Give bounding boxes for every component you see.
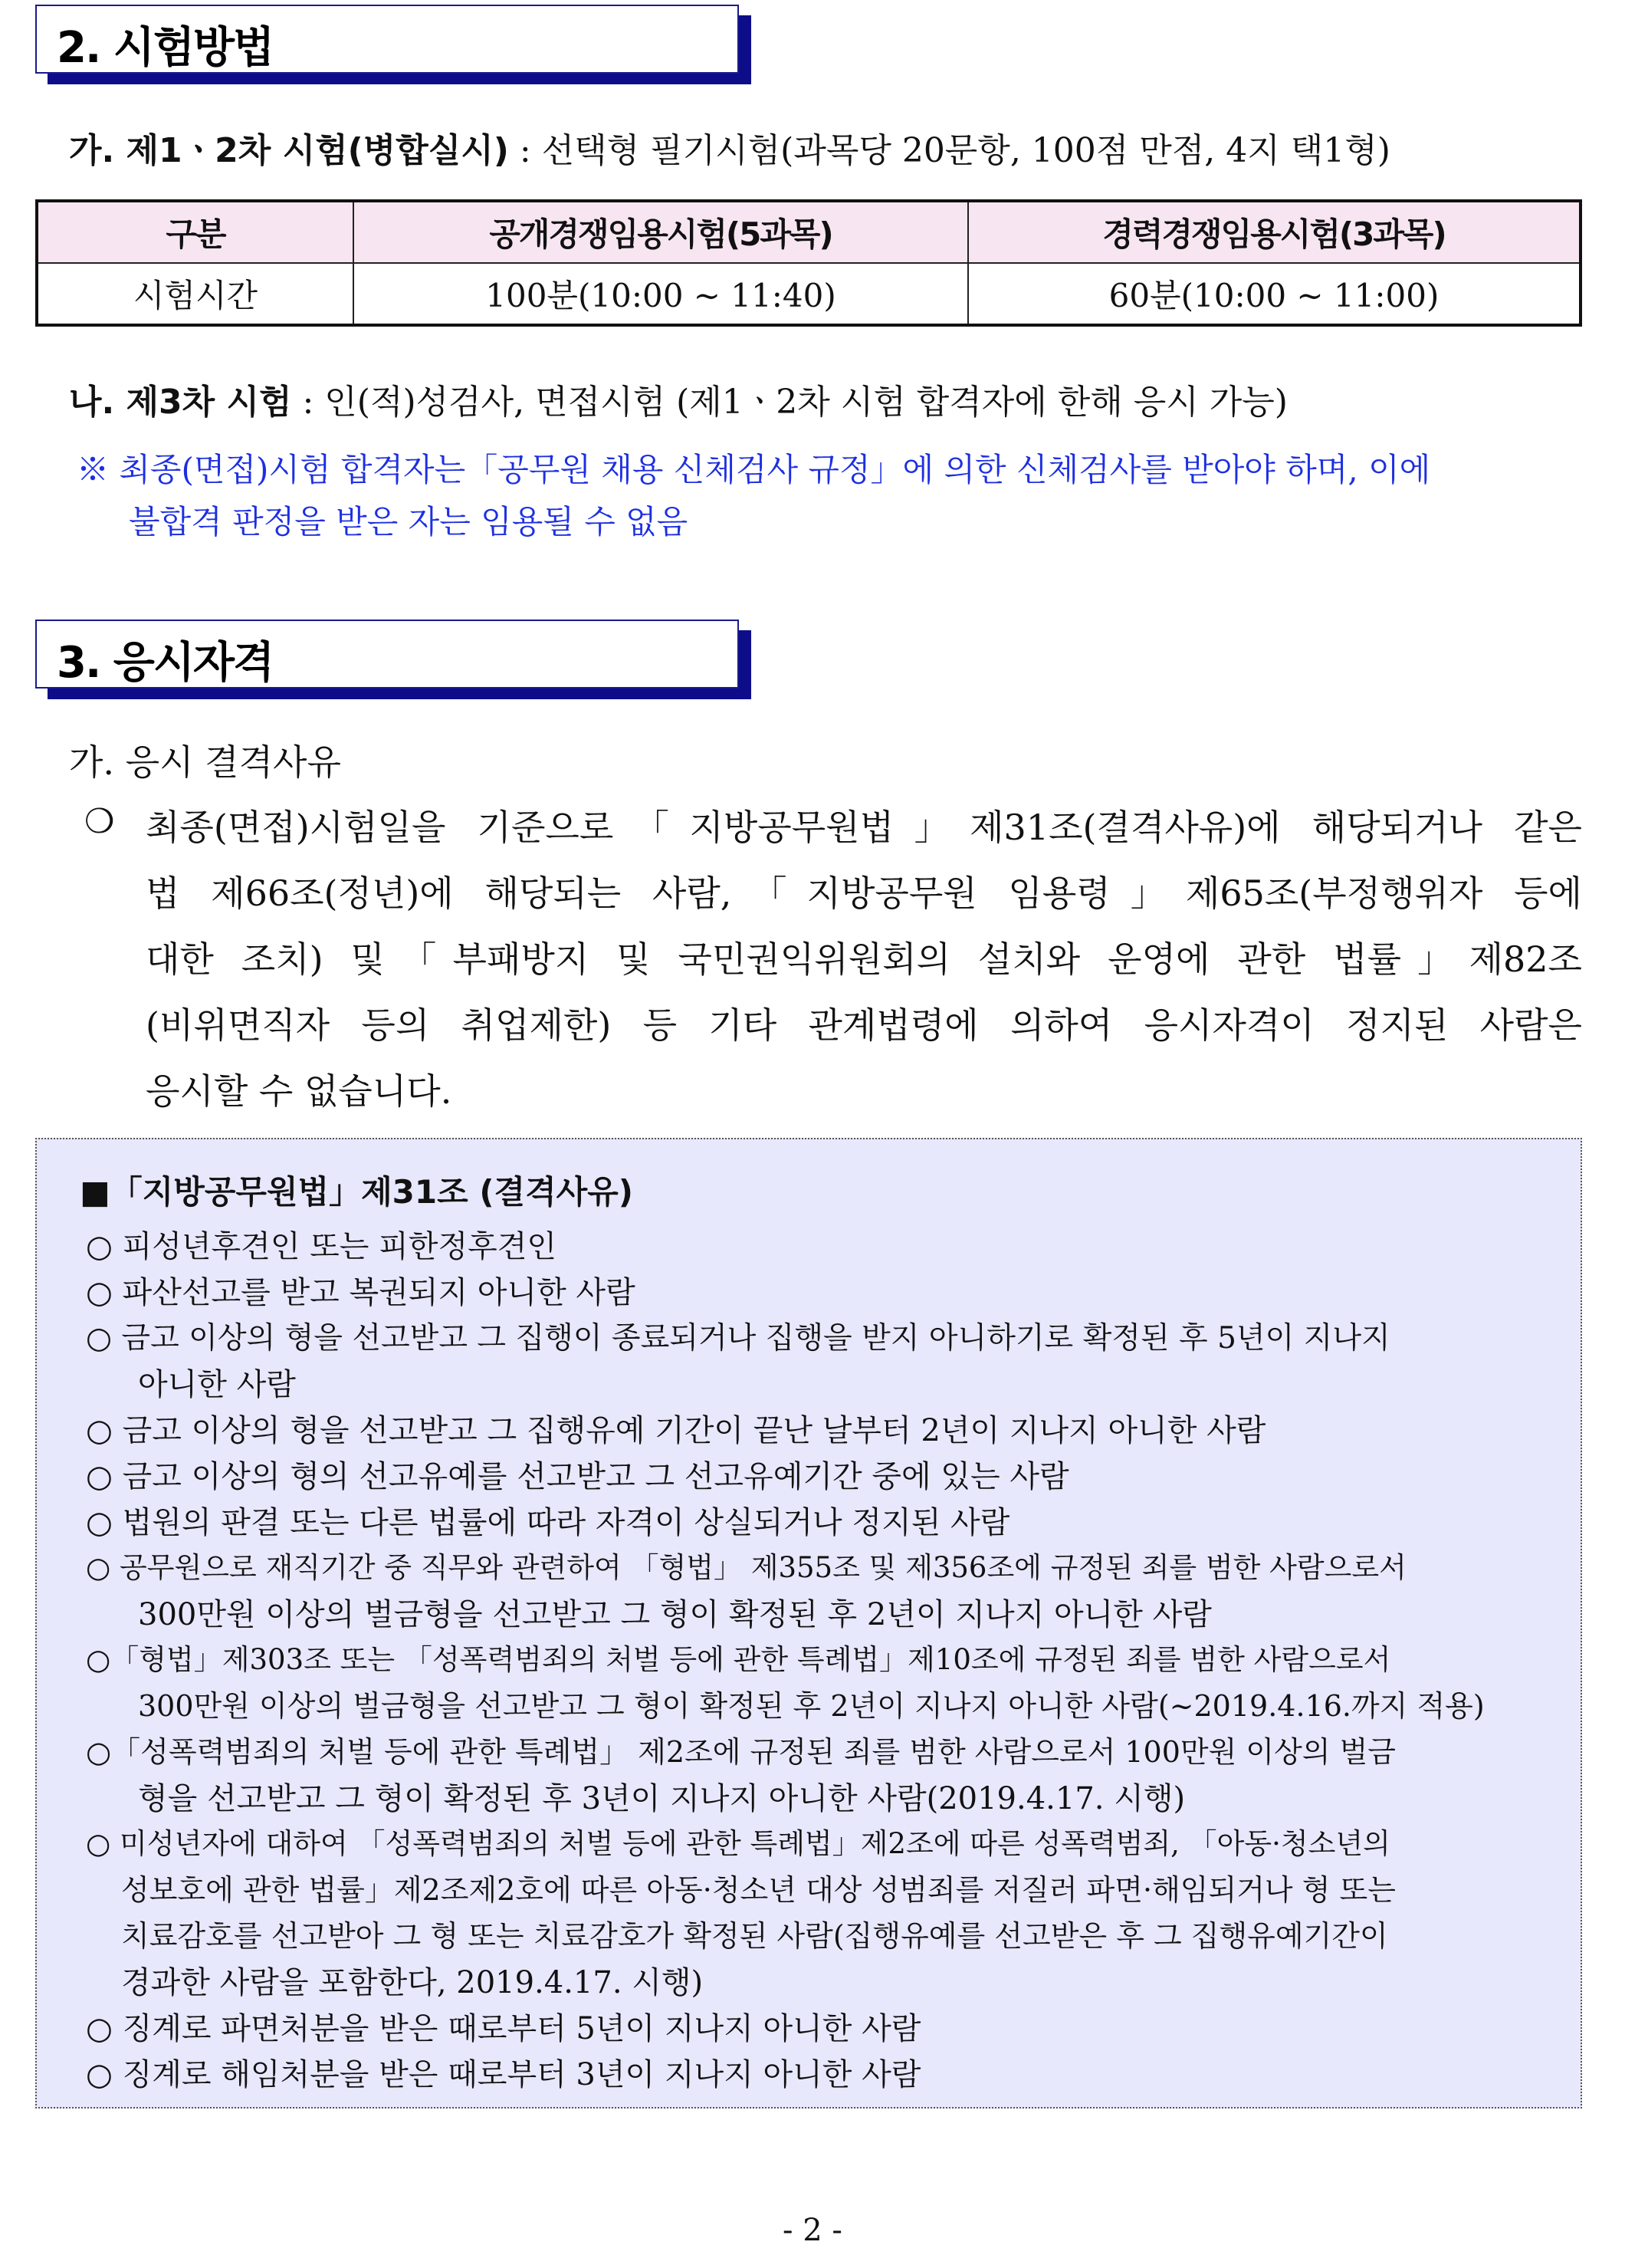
section-3-title: 3. 응시자격	[57, 638, 274, 688]
note-line-1: ※ 최종(면접)시험 합격자는「공무원 채용 신체검사 규정」에 의한 신체검사를 받아야 하며, 이에	[77, 451, 1431, 488]
box-line: 아니한 사람	[138, 1367, 296, 1402]
bullet-icon: ❍	[84, 802, 115, 841]
box-line: ○ 파산선고를 받고 복권되지 아니한 사람	[86, 1275, 635, 1310]
box-line: ○ 피성년후견인 또는 피한정후견인	[86, 1229, 557, 1264]
box-line: ○「성폭력범죄의 처벌 등에 관한 특례법」 제2조에 규정된 죄를 범한 사람으로서 100만원 이상의 벌금	[86, 1735, 1397, 1769]
note-line-2: 불합격 판정을 받은 자는 임용될 수 없음	[129, 503, 688, 541]
para-line: 응시할 수 없습니다.	[146, 1070, 452, 1112]
box-line: ○ 법원의 판결 또는 다른 법률에 따라 자격이 상실되거나 정지된 사람	[86, 1505, 1010, 1540]
para-line: 법 제66조(정년)에 해당되는 사람,「지방공무원 임용령」제65조(부정행위자 등에	[146, 873, 1582, 914]
para-line: 최종(면접)시험일을 기준으로「지방공무원법」제31조(결격사유)에 해당되거나 같은	[146, 807, 1582, 848]
box-line: 형을 선고받고 그 형이 확정된 후 3년이 지나지 아니한 사람(2019.4.17. 시행)	[138, 1781, 1186, 1816]
box-line: 300만원 이상의 벌금형을 선고받고 그 형이 확정된 후 2년이 지나지 아니한 사람(~2019.4.16.까지 적용)	[138, 1689, 1485, 1723]
box-line: ○ 금고 이상의 형을 선고받고 그 집행유예 기간이 끝난 날부터 2년이 지나지 아니한 사람	[86, 1413, 1266, 1448]
table-header-career: 경력경쟁임용시험(3과목)	[968, 201, 1581, 263]
para-line: (비위면직자 등의 취업제한) 등 기타 관계법령에 의하여 응시자격이 정지된 사람은	[146, 1004, 1582, 1046]
table-cell-career-time: 60분(10:00 ~ 11:00)	[968, 263, 1581, 325]
table-cell-open-time: 100분(10:00 ~ 11:40)	[353, 263, 968, 325]
box-line: ○ 금고 이상의 형의 선고유예를 선고받고 그 선고유예기간 중에 있는 사람	[86, 1459, 1069, 1494]
box-line: ○ 미성년자에 대하여 「성폭력범죄의 처벌 등에 관한 특례법」제2조에 따른 성폭력범죄, 「아동·청소년의	[86, 1827, 1390, 1860]
box-line: ○ 징계로 해임처분을 받은 때로부터 3년이 지나지 아니한 사람	[86, 2057, 921, 2092]
box-line: 300만원 이상의 벌금형을 선고받고 그 형이 확정된 후 2년이 지나지 아니한 사람	[138, 1597, 1212, 1632]
section-2-header	[35, 5, 739, 74]
exam-method-na-text: : 인(적)성검사, 면접시험 (제1ㆍ2차 시험 합격자에 한해 응시 가능)	[291, 383, 1288, 422]
table-cell-label: 시험시간	[37, 263, 353, 325]
exam-method-na	[69, 374, 1288, 423]
box-line: 치료감호를 선고받아 그 형 또는 치료감호가 확정된 사람(집행유예를 선고받은 후 그 집행유예기간이	[121, 1919, 1388, 1953]
box-title: ■「지방공무원법」제31조 (결격사유)	[80, 1173, 634, 1211]
qualification-ga-label: 가. 응시 결격사유	[69, 741, 341, 783]
table-header-open: 공개경쟁임용시험(5과목)	[353, 201, 968, 263]
table-header-row	[37, 201, 1581, 263]
exam-method-na-label: 나. 제3차 시험	[69, 383, 292, 422]
disqualification-box	[35, 1138, 1582, 2109]
box-line: 성보호에 관한 법률」제2조제2호에 따른 아동·청소년 대상 성범죄를 저질러 파면·해임되거나 형 또는	[121, 1873, 1396, 1907]
box-line: ○ 징계로 파면처분을 받은 때로부터 5년이 지나지 아니한 사람	[86, 2011, 921, 2046]
exam-time-table	[35, 199, 1582, 327]
box-line: ○ 금고 이상의 형을 선고받고 그 집행이 종료되거나 집행을 받지 아니하기로 확정된 후 5년이 지나지	[86, 1321, 1390, 1356]
section-2-title: 2. 시험방법	[57, 23, 274, 73]
box-line: ○「형법」제303조 또는 「성폭력범죄의 처벌 등에 관한 특례법」제10조에 규정된 죄를 범한 사람으로서	[86, 1643, 1391, 1676]
para-line: 대한 조치) 및「부패방지 및 국민권익위원회의 설치와 운영에 관한 법률」제82조	[146, 938, 1582, 980]
box-line: 경과한 사람을 포함한다, 2019.4.17. 시행)	[121, 1965, 704, 2000]
exam-method-ga-label: 가. 제1ㆍ2차 시험(병합실시)	[69, 131, 509, 170]
table-row	[37, 263, 1581, 325]
page-number: - 2 -	[783, 2213, 842, 2248]
exam-method-ga	[69, 123, 1390, 172]
box-line: ○ 공무원으로 재직기간 중 직무와 관련하여 「형법」 제355조 및 제356조에 규정된 죄를 범한 사람으로서	[86, 1551, 1407, 1584]
table-header-category: 구분	[37, 201, 353, 263]
exam-method-ga-text: : 선택형 필기시험(과목당 20문항, 100점 만점, 4지 택1형)	[508, 131, 1390, 170]
section-3-header	[35, 620, 739, 689]
